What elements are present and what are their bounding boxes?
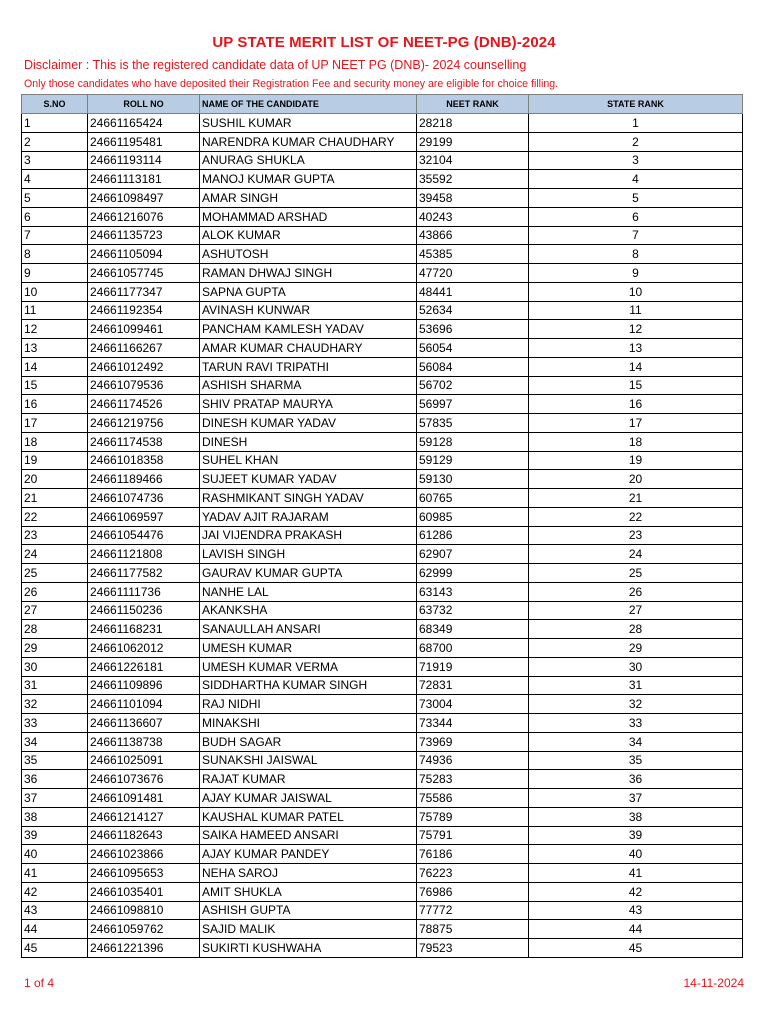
cell-roll-no: 24661135723 bbox=[88, 226, 200, 245]
cell-neet-rank: 73969 bbox=[417, 732, 529, 751]
cell-sno: 34 bbox=[22, 732, 88, 751]
cell-state-rank: 7 bbox=[529, 226, 743, 245]
cell-candidate-name: AKANKSHA bbox=[200, 601, 417, 620]
cell-sno: 40 bbox=[22, 845, 88, 864]
cell-neet-rank: 35592 bbox=[417, 170, 529, 189]
cell-roll-no: 24661174526 bbox=[88, 395, 200, 414]
page-title: UP STATE MERIT LIST OF NEET-PG (DNB)-2024 bbox=[212, 34, 556, 51]
cell-state-rank: 8 bbox=[529, 245, 743, 264]
cell-roll-no: 24661166267 bbox=[88, 339, 200, 358]
cell-state-rank: 14 bbox=[529, 357, 743, 376]
table-body bbox=[22, 114, 743, 958]
table-row bbox=[22, 789, 743, 808]
cell-state-rank: 45 bbox=[529, 939, 743, 958]
cell-state-rank: 33 bbox=[529, 714, 743, 733]
cell-roll-no: 24661214127 bbox=[88, 807, 200, 826]
cell-candidate-name: MINAKSHI bbox=[200, 714, 417, 733]
cell-roll-no: 24661195481 bbox=[88, 132, 200, 151]
cell-roll-no: 24661079536 bbox=[88, 376, 200, 395]
cell-sno: 28 bbox=[22, 620, 88, 639]
cell-state-rank: 26 bbox=[529, 582, 743, 601]
cell-state-rank: 20 bbox=[529, 470, 743, 489]
cell-roll-no: 24661165424 bbox=[88, 114, 200, 133]
disclaimer-text: Disclaimer : This is the registered candidate data of UP NEET PG (DNB)- 2024 counselling bbox=[24, 58, 527, 72]
cell-neet-rank: 76986 bbox=[417, 882, 529, 901]
cell-roll-no: 24661073676 bbox=[88, 770, 200, 789]
cell-roll-no: 24661192354 bbox=[88, 301, 200, 320]
cell-state-rank: 5 bbox=[529, 189, 743, 208]
cell-neet-rank: 48441 bbox=[417, 282, 529, 301]
cell-candidate-name: KAUSHAL KUMAR PATEL bbox=[200, 807, 417, 826]
cell-candidate-name: SUNAKSHI JAISWAL bbox=[200, 751, 417, 770]
cell-roll-no: 24661101094 bbox=[88, 695, 200, 714]
cell-roll-no: 24661035401 bbox=[88, 882, 200, 901]
cell-candidate-name: DINESH bbox=[200, 432, 417, 451]
cell-neet-rank: 68700 bbox=[417, 639, 529, 658]
cell-sno: 42 bbox=[22, 882, 88, 901]
cell-neet-rank: 79523 bbox=[417, 939, 529, 958]
table-row bbox=[22, 451, 743, 470]
cell-roll-no: 24661074736 bbox=[88, 489, 200, 508]
cell-state-rank: 28 bbox=[529, 620, 743, 639]
cell-roll-no: 24661109896 bbox=[88, 676, 200, 695]
table-row bbox=[22, 432, 743, 451]
cell-neet-rank: 62907 bbox=[417, 545, 529, 564]
cell-sno: 2 bbox=[22, 132, 88, 151]
cell-state-rank: 11 bbox=[529, 301, 743, 320]
table-row bbox=[22, 676, 743, 695]
cell-state-rank: 1 bbox=[529, 114, 743, 133]
cell-candidate-name: PANCHAM KAMLESH YADAV bbox=[200, 320, 417, 339]
cell-sno: 4 bbox=[22, 170, 88, 189]
table-row bbox=[22, 545, 743, 564]
cell-sno: 20 bbox=[22, 470, 88, 489]
cell-neet-rank: 28218 bbox=[417, 114, 529, 133]
cell-sno: 27 bbox=[22, 601, 88, 620]
table-row bbox=[22, 601, 743, 620]
cell-candidate-name: RASHMIKANT SINGH YADAV bbox=[200, 489, 417, 508]
cell-roll-no: 24661054476 bbox=[88, 526, 200, 545]
cell-roll-no: 24661098497 bbox=[88, 189, 200, 208]
cell-roll-no: 24661023866 bbox=[88, 845, 200, 864]
table-row bbox=[22, 132, 743, 151]
table-row bbox=[22, 901, 743, 920]
table-header-row bbox=[22, 95, 743, 114]
column-header-roll-no: ROLL NO bbox=[88, 95, 200, 114]
table-row bbox=[22, 357, 743, 376]
cell-state-rank: 35 bbox=[529, 751, 743, 770]
cell-state-rank: 39 bbox=[529, 826, 743, 845]
table-row bbox=[22, 826, 743, 845]
table-row bbox=[22, 845, 743, 864]
cell-state-rank: 3 bbox=[529, 151, 743, 170]
cell-sno: 19 bbox=[22, 451, 88, 470]
cell-sno: 29 bbox=[22, 639, 88, 658]
footer-date: 14-11-2024 bbox=[683, 976, 744, 990]
table-row bbox=[22, 882, 743, 901]
table-row bbox=[22, 264, 743, 283]
cell-candidate-name: ASHISH GUPTA bbox=[200, 901, 417, 920]
eligibility-note: Only those candidates who have deposited their Registration Fee and security money are eligible for choice filling. bbox=[24, 78, 559, 90]
cell-candidate-name: RAJAT KUMAR bbox=[200, 770, 417, 789]
cell-neet-rank: 60765 bbox=[417, 489, 529, 508]
cell-candidate-name: YADAV AJIT RAJARAM bbox=[200, 507, 417, 526]
cell-neet-rank: 56997 bbox=[417, 395, 529, 414]
table-row bbox=[22, 582, 743, 601]
cell-candidate-name: TARUN RAVI TRIPATHI bbox=[200, 357, 417, 376]
table-row bbox=[22, 714, 743, 733]
cell-sno: 23 bbox=[22, 526, 88, 545]
cell-roll-no: 24661177347 bbox=[88, 282, 200, 301]
cell-neet-rank: 72831 bbox=[417, 676, 529, 695]
cell-state-rank: 16 bbox=[529, 395, 743, 414]
table-row bbox=[22, 339, 743, 358]
table-row bbox=[22, 770, 743, 789]
cell-sno: 9 bbox=[22, 264, 88, 283]
cell-candidate-name: MOHAMMAD ARSHAD bbox=[200, 207, 417, 226]
cell-candidate-name: ASHUTOSH bbox=[200, 245, 417, 264]
cell-state-rank: 31 bbox=[529, 676, 743, 695]
cell-candidate-name: AMAR KUMAR CHAUDHARY bbox=[200, 339, 417, 358]
cell-roll-no: 24661136607 bbox=[88, 714, 200, 733]
cell-roll-no: 24661189466 bbox=[88, 470, 200, 489]
cell-state-rank: 44 bbox=[529, 920, 743, 939]
table-row bbox=[22, 414, 743, 433]
cell-neet-rank: 39458 bbox=[417, 189, 529, 208]
cell-roll-no: 24661105094 bbox=[88, 245, 200, 264]
cell-roll-no: 24661091481 bbox=[88, 789, 200, 808]
cell-neet-rank: 53696 bbox=[417, 320, 529, 339]
cell-candidate-name: UMESH KUMAR bbox=[200, 639, 417, 658]
table-row bbox=[22, 695, 743, 714]
cell-roll-no: 24661138738 bbox=[88, 732, 200, 751]
cell-neet-rank: 47720 bbox=[417, 264, 529, 283]
cell-sno: 22 bbox=[22, 507, 88, 526]
cell-sno: 18 bbox=[22, 432, 88, 451]
table-row bbox=[22, 489, 743, 508]
cell-state-rank: 43 bbox=[529, 901, 743, 920]
cell-neet-rank: 76223 bbox=[417, 864, 529, 883]
cell-sno: 7 bbox=[22, 226, 88, 245]
cell-state-rank: 22 bbox=[529, 507, 743, 526]
cell-candidate-name: SIDDHARTHA KUMAR SINGH bbox=[200, 676, 417, 695]
cell-neet-rank: 40243 bbox=[417, 207, 529, 226]
table-row bbox=[22, 939, 743, 958]
cell-roll-no: 24661069597 bbox=[88, 507, 200, 526]
cell-roll-no: 24661221396 bbox=[88, 939, 200, 958]
cell-sno: 32 bbox=[22, 695, 88, 714]
cell-roll-no: 24661057745 bbox=[88, 264, 200, 283]
cell-neet-rank: 68349 bbox=[417, 620, 529, 639]
cell-sno: 3 bbox=[22, 151, 88, 170]
cell-roll-no: 24661219756 bbox=[88, 414, 200, 433]
cell-neet-rank: 63143 bbox=[417, 582, 529, 601]
cell-sno: 11 bbox=[22, 301, 88, 320]
cell-neet-rank: 76186 bbox=[417, 845, 529, 864]
table-row bbox=[22, 470, 743, 489]
cell-neet-rank: 57835 bbox=[417, 414, 529, 433]
cell-neet-rank: 63732 bbox=[417, 601, 529, 620]
cell-roll-no: 24661150236 bbox=[88, 601, 200, 620]
cell-candidate-name: SHIV PRATAP MAURYA bbox=[200, 395, 417, 414]
cell-roll-no: 24661168231 bbox=[88, 620, 200, 639]
cell-sno: 12 bbox=[22, 320, 88, 339]
cell-sno: 10 bbox=[22, 282, 88, 301]
cell-roll-no: 24661193114 bbox=[88, 151, 200, 170]
table-row bbox=[22, 732, 743, 751]
cell-candidate-name: AMAR SINGH bbox=[200, 189, 417, 208]
table-row bbox=[22, 657, 743, 676]
cell-roll-no: 24661059762 bbox=[88, 920, 200, 939]
cell-state-rank: 40 bbox=[529, 845, 743, 864]
cell-candidate-name: JAI VIJENDRA PRAKASH bbox=[200, 526, 417, 545]
cell-neet-rank: 45385 bbox=[417, 245, 529, 264]
cell-sno: 44 bbox=[22, 920, 88, 939]
cell-state-rank: 42 bbox=[529, 882, 743, 901]
table-row bbox=[22, 376, 743, 395]
cell-candidate-name: RAJ NIDHI bbox=[200, 695, 417, 714]
cell-sno: 25 bbox=[22, 564, 88, 583]
cell-state-rank: 25 bbox=[529, 564, 743, 583]
cell-neet-rank: 77772 bbox=[417, 901, 529, 920]
cell-roll-no: 24661121808 bbox=[88, 545, 200, 564]
cell-state-rank: 30 bbox=[529, 657, 743, 676]
cell-roll-no: 24661012492 bbox=[88, 357, 200, 376]
cell-roll-no: 24661182643 bbox=[88, 826, 200, 845]
cell-candidate-name: SUHEL KHAN bbox=[200, 451, 417, 470]
cell-state-rank: 12 bbox=[529, 320, 743, 339]
cell-sno: 17 bbox=[22, 414, 88, 433]
cell-sno: 6 bbox=[22, 207, 88, 226]
cell-candidate-name: AJAY KUMAR JAISWAL bbox=[200, 789, 417, 808]
cell-sno: 30 bbox=[22, 657, 88, 676]
cell-candidate-name: AMIT SHUKLA bbox=[200, 882, 417, 901]
cell-state-rank: 18 bbox=[529, 432, 743, 451]
cell-neet-rank: 52634 bbox=[417, 301, 529, 320]
cell-sno: 16 bbox=[22, 395, 88, 414]
cell-state-rank: 19 bbox=[529, 451, 743, 470]
cell-neet-rank: 75789 bbox=[417, 807, 529, 826]
cell-sno: 35 bbox=[22, 751, 88, 770]
page-number: 1 of 4 bbox=[24, 976, 55, 990]
cell-state-rank: 13 bbox=[529, 339, 743, 358]
cell-candidate-name: NARENDRA KUMAR CHAUDHARY bbox=[200, 132, 417, 151]
cell-roll-no: 24661226181 bbox=[88, 657, 200, 676]
cell-sno: 26 bbox=[22, 582, 88, 601]
cell-sno: 31 bbox=[22, 676, 88, 695]
cell-candidate-name: MANOJ KUMAR GUPTA bbox=[200, 170, 417, 189]
cell-roll-no: 24661018358 bbox=[88, 451, 200, 470]
cell-state-rank: 27 bbox=[529, 601, 743, 620]
cell-candidate-name: ANURAG SHUKLA bbox=[200, 151, 417, 170]
cell-candidate-name: ASHISH SHARMA bbox=[200, 376, 417, 395]
cell-candidate-name: NANHE LAL bbox=[200, 582, 417, 601]
table-row bbox=[22, 395, 743, 414]
cell-neet-rank: 74936 bbox=[417, 751, 529, 770]
cell-candidate-name: RAMAN DHWAJ SINGH bbox=[200, 264, 417, 283]
table-row bbox=[22, 564, 743, 583]
cell-state-rank: 38 bbox=[529, 807, 743, 826]
cell-roll-no: 24661216076 bbox=[88, 207, 200, 226]
cell-sno: 15 bbox=[22, 376, 88, 395]
cell-state-rank: 21 bbox=[529, 489, 743, 508]
cell-neet-rank: 59129 bbox=[417, 451, 529, 470]
cell-candidate-name: NEHA SAROJ bbox=[200, 864, 417, 883]
cell-candidate-name: BUDH SAGAR bbox=[200, 732, 417, 751]
cell-neet-rank: 78875 bbox=[417, 920, 529, 939]
table-row bbox=[22, 751, 743, 770]
cell-candidate-name: SUJEET KUMAR YADAV bbox=[200, 470, 417, 489]
table-row bbox=[22, 207, 743, 226]
table-row bbox=[22, 245, 743, 264]
cell-neet-rank: 75791 bbox=[417, 826, 529, 845]
column-header-neet-rank: NEET RANK bbox=[417, 95, 529, 114]
table-row bbox=[22, 920, 743, 939]
cell-candidate-name: SAPNA GUPTA bbox=[200, 282, 417, 301]
cell-neet-rank: 32104 bbox=[417, 151, 529, 170]
table-row bbox=[22, 226, 743, 245]
cell-candidate-name: DINESH KUMAR YADAV bbox=[200, 414, 417, 433]
cell-candidate-name: AVINASH KUNWAR bbox=[200, 301, 417, 320]
cell-roll-no: 24661177582 bbox=[88, 564, 200, 583]
cell-neet-rank: 75283 bbox=[417, 770, 529, 789]
cell-neet-rank: 56702 bbox=[417, 376, 529, 395]
cell-sno: 21 bbox=[22, 489, 88, 508]
cell-state-rank: 37 bbox=[529, 789, 743, 808]
table-row bbox=[22, 151, 743, 170]
cell-state-rank: 41 bbox=[529, 864, 743, 883]
cell-state-rank: 29 bbox=[529, 639, 743, 658]
cell-sno: 36 bbox=[22, 770, 88, 789]
cell-sno: 14 bbox=[22, 357, 88, 376]
cell-state-rank: 15 bbox=[529, 376, 743, 395]
cell-state-rank: 24 bbox=[529, 545, 743, 564]
table-row bbox=[22, 620, 743, 639]
table-row bbox=[22, 114, 743, 133]
cell-candidate-name: SANAULLAH ANSARI bbox=[200, 620, 417, 639]
cell-candidate-name: SUSHIL KUMAR bbox=[200, 114, 417, 133]
cell-neet-rank: 61286 bbox=[417, 526, 529, 545]
cell-sno: 33 bbox=[22, 714, 88, 733]
cell-neet-rank: 59128 bbox=[417, 432, 529, 451]
cell-candidate-name: AJAY KUMAR PANDEY bbox=[200, 845, 417, 864]
cell-state-rank: 32 bbox=[529, 695, 743, 714]
cell-roll-no: 24661098810 bbox=[88, 901, 200, 920]
cell-candidate-name: SAIKA HAMEED ANSARI bbox=[200, 826, 417, 845]
cell-sno: 45 bbox=[22, 939, 88, 958]
cell-neet-rank: 60985 bbox=[417, 507, 529, 526]
table-row bbox=[22, 170, 743, 189]
cell-candidate-name: LAVISH SINGH bbox=[200, 545, 417, 564]
cell-candidate-name: ALOK KUMAR bbox=[200, 226, 417, 245]
merit-list-table bbox=[21, 94, 743, 958]
cell-neet-rank: 71919 bbox=[417, 657, 529, 676]
cell-candidate-name: SUKIRTI KUSHWAHA bbox=[200, 939, 417, 958]
cell-sno: 1 bbox=[22, 114, 88, 133]
column-header-state-rank: STATE RANK bbox=[529, 95, 743, 114]
cell-neet-rank: 56054 bbox=[417, 339, 529, 358]
column-header-candidate-name: NAME OF THE CANDIDATE bbox=[200, 95, 417, 114]
cell-roll-no: 24661062012 bbox=[88, 639, 200, 658]
cell-sno: 43 bbox=[22, 901, 88, 920]
cell-candidate-name: SAJID MALIK bbox=[200, 920, 417, 939]
table-row bbox=[22, 320, 743, 339]
column-header-sno: S.NO bbox=[22, 95, 88, 114]
cell-state-rank: 10 bbox=[529, 282, 743, 301]
cell-sno: 24 bbox=[22, 545, 88, 564]
cell-sno: 37 bbox=[22, 789, 88, 808]
table-row bbox=[22, 639, 743, 658]
table-row bbox=[22, 526, 743, 545]
cell-neet-rank: 56084 bbox=[417, 357, 529, 376]
cell-neet-rank: 75586 bbox=[417, 789, 529, 808]
cell-sno: 41 bbox=[22, 864, 88, 883]
cell-roll-no: 24661113181 bbox=[88, 170, 200, 189]
cell-roll-no: 24661111736 bbox=[88, 582, 200, 601]
cell-neet-rank: 29199 bbox=[417, 132, 529, 151]
cell-neet-rank: 59130 bbox=[417, 470, 529, 489]
cell-sno: 38 bbox=[22, 807, 88, 826]
cell-roll-no: 24661095653 bbox=[88, 864, 200, 883]
cell-state-rank: 36 bbox=[529, 770, 743, 789]
cell-state-rank: 34 bbox=[529, 732, 743, 751]
cell-sno: 8 bbox=[22, 245, 88, 264]
table-row bbox=[22, 507, 743, 526]
cell-neet-rank: 43866 bbox=[417, 226, 529, 245]
table-row bbox=[22, 282, 743, 301]
cell-roll-no: 24661099461 bbox=[88, 320, 200, 339]
cell-roll-no: 24661025091 bbox=[88, 751, 200, 770]
table-row bbox=[22, 807, 743, 826]
table-row bbox=[22, 301, 743, 320]
table-row bbox=[22, 189, 743, 208]
cell-candidate-name: GAURAV KUMAR GUPTA bbox=[200, 564, 417, 583]
cell-candidate-name: UMESH KUMAR VERMA bbox=[200, 657, 417, 676]
cell-neet-rank: 73344 bbox=[417, 714, 529, 733]
cell-neet-rank: 73004 bbox=[417, 695, 529, 714]
cell-sno: 5 bbox=[22, 189, 88, 208]
cell-neet-rank: 62999 bbox=[417, 564, 529, 583]
cell-roll-no: 24661174538 bbox=[88, 432, 200, 451]
cell-state-rank: 23 bbox=[529, 526, 743, 545]
cell-state-rank: 2 bbox=[529, 132, 743, 151]
cell-sno: 13 bbox=[22, 339, 88, 358]
cell-state-rank: 17 bbox=[529, 414, 743, 433]
cell-state-rank: 9 bbox=[529, 264, 743, 283]
cell-state-rank: 4 bbox=[529, 170, 743, 189]
cell-state-rank: 6 bbox=[529, 207, 743, 226]
cell-sno: 39 bbox=[22, 826, 88, 845]
table-row bbox=[22, 864, 743, 883]
